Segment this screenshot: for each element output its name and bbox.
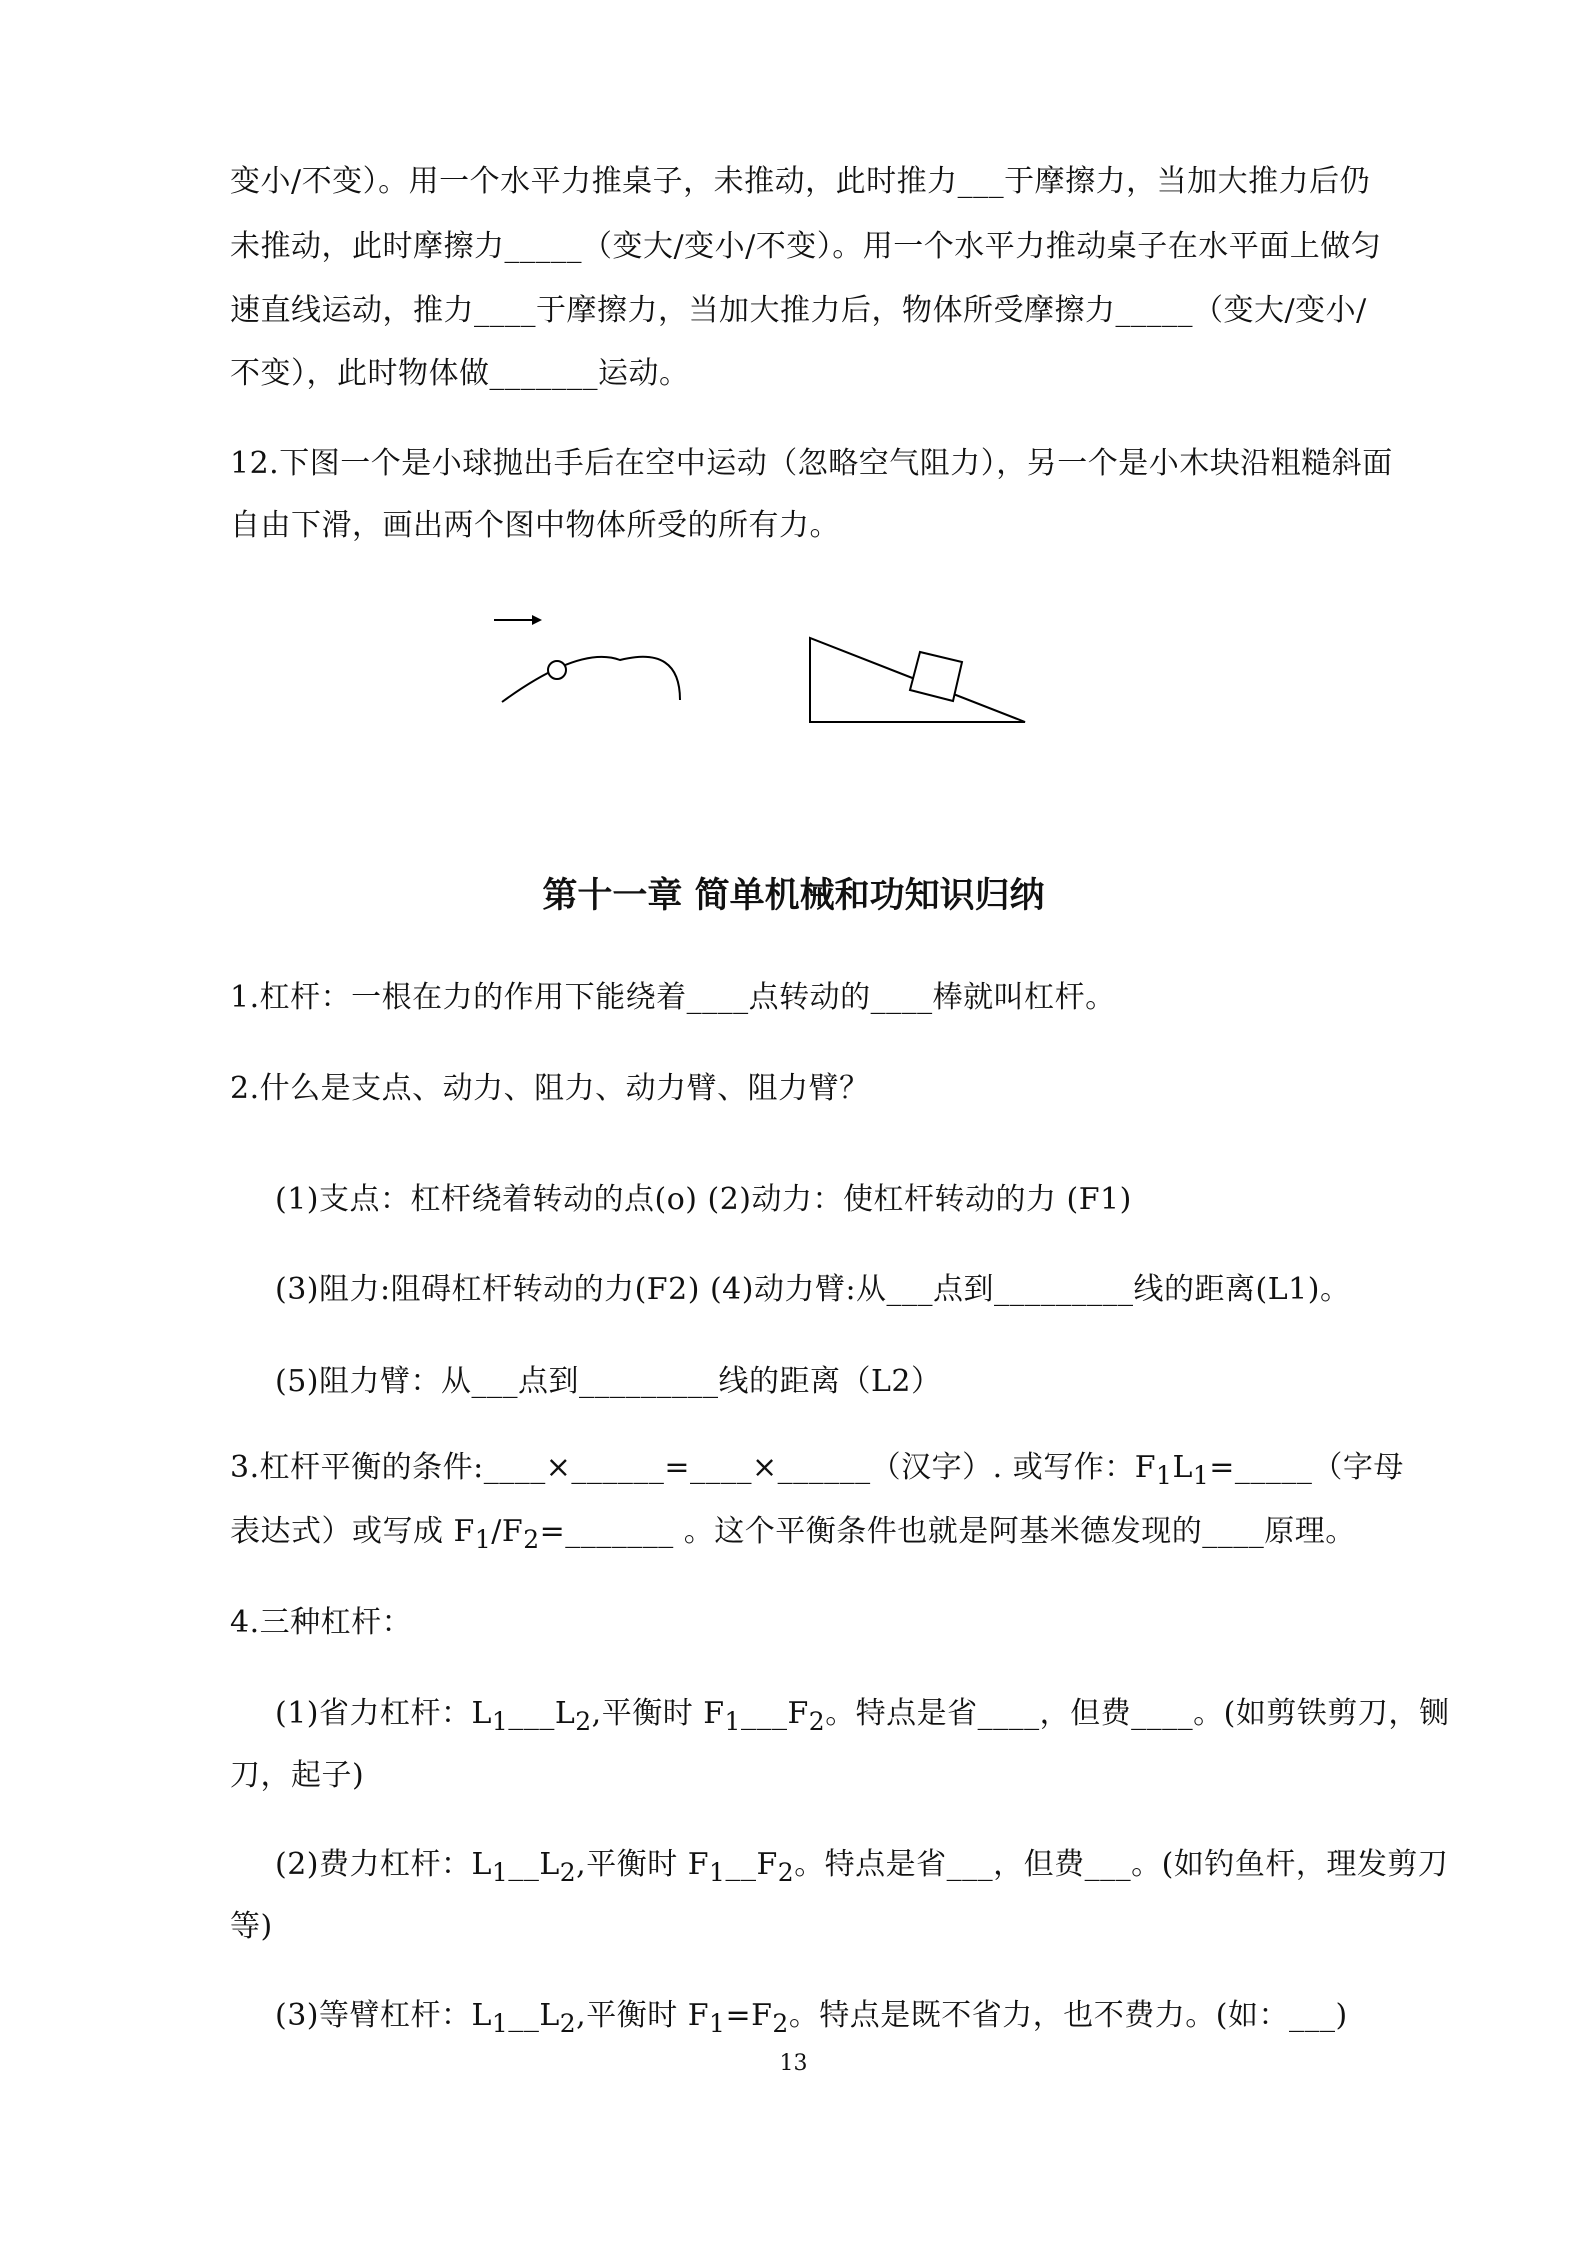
- page-number: 13: [779, 2051, 808, 2076]
- item-4-sub-3: (3)等臂杠杆：$L_1\_\_L_2$,平衡时 $F_1=F_2$。特点是既不省力，也不费力。(如：___): [275, 1998, 1348, 2038]
- q11-line-2: 未推动，此时摩擦力_____（变大/变小/不变）。用一个水平力推动桌子在水平面上做匀: [230, 229, 1382, 264]
- trajectory-arc: [502, 657, 680, 702]
- item-1-lever: 1.杠杆：一根在力的作用下能绕着____点转动的____棒就叫杠杆。: [230, 980, 1116, 1015]
- q11-line-1: 变小/不变）。用一个水平力推桌子，未推动，此时推力___于摩擦力，当加大推力后仍: [230, 164, 1371, 199]
- item-2-question: 2.什么是支点、动力、阻力、动力臂、阻力臂？: [230, 1071, 870, 1106]
- q11-line-3: 速直线运动，推力____于摩擦力，当加大推力后，物体所受摩擦力_____（变大/变小/: [230, 293, 1367, 328]
- item-4-sub-2-line-1: (2)费力杠杆：$L_1\_\_L_2$,平衡时 $F_1\_\_F_2$。特点是省___，但费___。(如钓鱼杆，理发剪刀: [275, 1847, 1449, 1887]
- projectile-figure: [494, 615, 680, 702]
- item-3-line-1: 3.杠杆平衡的条件:____×______=____×______（汉字）. 或写作：$F_1L_1=\_\_\_\_\_$（字母: [230, 1450, 1404, 1490]
- item-2-sub-1: (1)支点：杠杆绕着转动的点(o) (2)动力：使杠杆转动的力 (F1): [275, 1182, 1132, 1217]
- item-4-sub-2-line-2: 等): [230, 1909, 273, 1944]
- q12-line-1: 12.下图一个是小球抛出手后在空中运动（忽略空气阻力），另一个是小木块沿粗糙斜面: [230, 446, 1393, 481]
- item-4-sub-1-line-1: (1)省力杠杆：$L_1\_\_\_L_2$,平衡时 $F_1\_\_\_F_2$。特点是省____，但费____。(如剪铁剪刀，铡: [275, 1696, 1450, 1736]
- q12-line-2: 自由下滑，画出两个图中物体所受的所有力。: [230, 508, 840, 543]
- item-4-title: 4.三种杠杆：: [230, 1605, 413, 1640]
- item-3-line-2: 表达式）或写成 $F_1/F_2=\_\_\_\_\_\_\_$ 。这个平衡条件也就是阿基米德发现的____原理。: [230, 1514, 1356, 1554]
- velocity-arrow-head: [532, 615, 542, 625]
- q11-line-4: 不变），此时物体做_______运动。: [230, 356, 690, 391]
- item-4-sub-1-line-2: 刀，起子): [230, 1758, 365, 1793]
- item-2-sub-3: (3)阻力:阻碍杠杆转动的力(F2) (4)动力臂:从___点到_________线的距离(L1)。: [275, 1272, 1351, 1307]
- wooden-block: [910, 652, 962, 701]
- item-2-sub-5: (5)阻力臂：从___点到_________线的距离（L2）: [275, 1364, 942, 1399]
- incline-figure: [810, 638, 1025, 722]
- chapter-title: 第十一章 简单机械和功知识归纳: [542, 875, 1045, 916]
- force-diagrams: [480, 590, 1040, 740]
- ball: [548, 661, 566, 679]
